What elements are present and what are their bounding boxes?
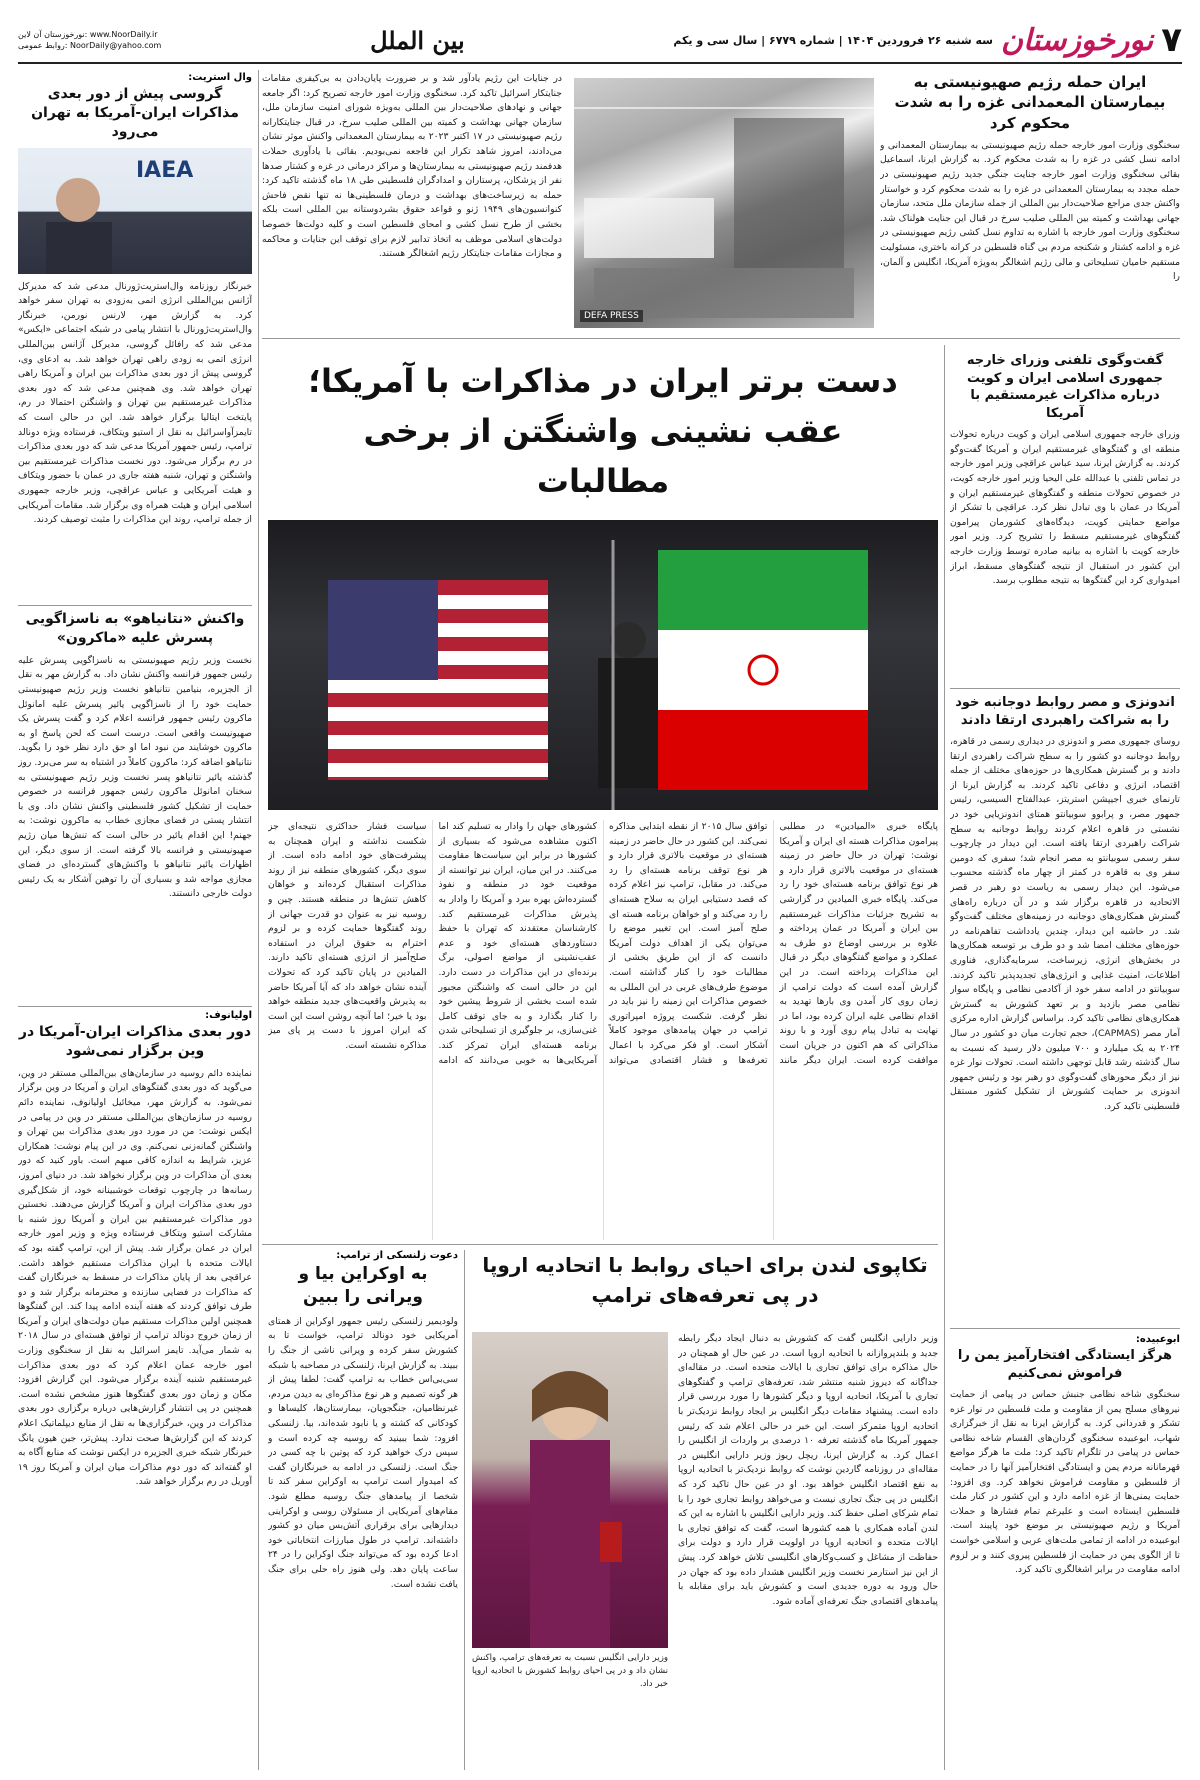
story-zelensky-title: به اوکراین بیا و ویرانی را ببین — [298, 1264, 428, 1307]
story-london-title: تکاپوی لندن برای احیای روابط با اتحادیه اروپا در پی تعرفه‌های ترامپ — [482, 1253, 928, 1307]
minister-photo-caption: وزیر دارایی انگلیس نسبت به تعرفه‌های ترامپ، واکنش نشان داد و در پی احیای روابط کشورش با اتحادیه اروپا خبر داد. — [472, 1653, 668, 1689]
row-divider — [18, 1006, 252, 1007]
photo-credit: DEFA PRESS — [580, 310, 643, 322]
newspaper-logo: نورخوزستان — [1001, 22, 1154, 58]
story-hospital-body-cont: در جنایات این رژیم یادآور شد و بر ضرورت پایان‌دادن به بی‌کیفری مقامات جنایتکار اسرائیل تاکید کرد. سخنگوی وزارت امور خارجه تصریح کرد: اگر جامعه جهانی و نهادهای صلاحیت‌دار بین المللی به‌ویژه شورای امنیت سازمان ملل، سازمان جهانی بهداشت و کمیته بین المللی صلیب سرخ، در قبال جنایتکارانه رژیم صهیونیستی در ۱۷ اکتبر ۲۰۲۳ به بیمارستان المعمدانی واکنش موثر نشان می‌دادند، امروز شاهد تکرار این فاجعه نمی‌بودیم. بقائی با یادآوری حملات هدفمند رژیم صهیونیستی به بیمارستان‌ها و مراکز درمانی در غزه و کشتار صدها نفر از پزشکان، پرستاران و امدادگران فلسطینی طی ۱۸ ماه گذشته تاکید کرد: حمله به زیرساخت‌های بهداشت و درمان فلسطینی‌ها نه تنها نقض فاحش کنوانسیون‌های ۱۹۴۹ ژنو و قواعد حقوق بشردوستانه بین المللی است بلکه بخشی از طرح نسل کشی و امحای فلسطین است و کلیه دولت‌ها خصوصا دولت‌های اسلامی موظف به اتخاذ تدابیر لازم برای توقف این جنایات و محاکمه و مجازات مقامات جنایتکار رژیم اشغالگر هستند. — [262, 73, 562, 260]
row-divider — [262, 1244, 938, 1245]
story-london-text — [678, 1332, 938, 1770]
person-silhouette-icon — [18, 148, 252, 274]
page-number: ۷ — [1161, 20, 1182, 60]
hospital-illustration — [574, 78, 874, 328]
story-hospital-cont — [262, 72, 562, 334]
row-divider — [262, 338, 1180, 339]
story-netanyahu-title: واکنش «نتانیاهو» به ناسزاگویی پسرش علیه «ماکرون» — [25, 611, 245, 646]
story-yemen-kicker: ابوعبیده: — [1135, 1334, 1180, 1345]
story-kuwait-title: گفت‌وگوی تلفنی وزرای خارجه جمهوری اسلامی ایران و کویت درباره مذاکرات غیرمستقیم با آمریکا — [966, 353, 1164, 421]
story-egypt — [950, 694, 1180, 1322]
section-title: بین الملل — [370, 25, 465, 55]
story-grossi-body: خبرنگار روزنامه وال‌استریت‌ژورنال مدعی شد که مدیرکل آژانس بین‌المللی انرژی اتمی به‌زودی به تهران سفر خواهد کرد. به گزارش مهر، لارنس نورمن، خبرنگار وال‌استریت‌ژورنال با انتشار پیامی در شبکه اجتماعی «ایکس» مدعی شد که رافائل گروسی، مدیرکل آژانس بین‌المللی انرژی اتمی به زودی راهی تهران خواهد شد. به ادعای وی، گروسی پیش از دور بعدی مذاکرات بین ایران و آمریکا راهی تهران خواهد شد. وی همچنین مدعی شد که دور بعدی مذاکرات غیرمستقیم بین تهران و واشنگتن احتمالا در رم، پایتخت ایتالیا برگزار خواهد شد. این در حالی است که تایمزآواسرائیل به نقل از استیو ویتکاف، فرستاده ویژه دونالد ترامپ، رئیس جمهور آمریکا مدعی شد که دور بعدی مذاکرات در رم برگزار می‌شود. دور نخست مذاکرات غیرمستقیم بین واشنگتن و تهران، شنبه هفته جاری در عمان با حضور ویتکاف و هیئت آمریکایی و عباس عراقچی، وزیر خارجه جمهوری اسلامی ایران و هیئت همراه وی برگزار شد. مقامات آمریکایی از جمله ترامپ، روند این مذاکرات را مثبت توصیف کردند. — [18, 280, 252, 526]
row-divider — [950, 688, 1180, 689]
story-yemen-title: هرگز ایستادگی افتخارآمیز یمن را فراموش نمی‌کنیم — [957, 1348, 1173, 1381]
person-silhouette-icon — [598, 622, 658, 788]
story-egypt-title: اندونزی و مصر روابط دوجانبه خود را به شراکت راهبردی ارتقا دادند — [955, 695, 1175, 728]
hospital-photo — [574, 78, 874, 328]
story-grossi — [18, 72, 252, 600]
story-grossi-title: گروسی پیش از دور بعدی مذاکرات ایران-آمریکا به تهران می‌رود — [31, 86, 239, 140]
main-story — [268, 350, 938, 1240]
iran-flag-icon — [658, 550, 868, 790]
story-hospital — [262, 72, 1180, 334]
column-divider — [944, 345, 945, 1770]
story-zelensky-kicker: دعوت زلنسکی از ترامپ: — [336, 1250, 458, 1261]
person-silhouette-icon — [472, 1332, 668, 1648]
story-oman — [18, 1010, 252, 1770]
story-hospital-body: سخنگوی وزارت امور خارجه حمله رژیم صهیونیستی به بیمارستان المعمدانی و ادامه نسل کشی در غزه را به شدت محکوم کرد. به گزارش ایرنا، اسماعیل بقائی سخنگوی وزارت امور خارجه جنایت جنگی جدید رژیم صهیونیستی در حمله مجدد به بیمارستان المعمدانی در غزه را به شدت محکوم کرد و خواستار واکنش جدی مراجع صلاحیت‌دار بین المللی از جمله سازمان ملل متحد، سازمان جهانی بهداشت و کمیته بین المللی صلیب سرخ در قبال این جنایت هولناک شد. سخنگوی وزارت امور خارجه با اشاره به تداوم نسل کشی رژیم صهیونیستی در غزه و ادامه کشتار و شکنجه مردم بی گناه فلسطین در کرانه باختری، مسئولیت مستقیم حامیان تسلیحاتی و مالی رژیم اشغالگر به‌ویژه آمریکا، انگلیس و آلمان، را — [880, 139, 1180, 283]
story-oman-title: دور بعدی مذاکرات ایران-آمریکا در وین برگزار نمی‌شود — [18, 1024, 252, 1059]
row-divider — [18, 605, 252, 606]
column-divider — [464, 1250, 465, 1770]
story-london-photo-wrap — [472, 1332, 668, 1712]
story-zelensky-body: ولودیمیر زلنسکی رئیس جمهور اوکراین از همتای آمریکایی خود دونالد ترامپ، خواست تا به کشورش سفر کرده و ویرانی ناشی از جنگ را ببیند. به گزارش ایرنا، زلنسکی در مصاحبه با شبکه سی‌بی‌اس خطاب به ترامپ گفت: لطفا پیش از هر گونه تصمیم و هر نوع مذاکره‌ای به دیدن مردم، غیرنظامیان، جنگجویان، بیمارستان‌ها، کلیساها و کودکانی که کشته و یا نابود شده‌اند، بیا. زلنسکی افزود: شما ببینید که روسیه چه کرده است و سپس درک خواهید کرد که پوتین با چه کسی در جنگ است. زلنسکی در ادامه به خبرنگاران گفت که امیدوار است ترامپ به اوکراین سفر کند تا شخصا از پیامدهای جنگ روسیه مطلع شود. مقام‌های آمریکایی از مسئولان روسی و اوکراینی دیدارهایی برای برقراری آتش‌بس میان دو کشور داشته‌اند. ترامپ در طول مبارزات انتخاباتی خود ادعا کرده بود که می‌تواند جنگ اوکراین را در ۲۴ ساعت پایان دهد. ولی هنوز راه حلی برای جنگ یافت نشده است. — [268, 1315, 458, 1590]
story-oman-kicker: اولیانوف: — [205, 1010, 252, 1021]
story-zelensky — [268, 1250, 458, 1770]
main-story-body: پایگاه خبری «المیادین» در مطلبی پیرامون مذاکرات هسته ای ایران و آمریکا نوشت: تهران در حال حاضر در زمینه هسته‌ای در موقعیت بالاتری قرار دارد و هر نوع توافق برنامه هسته‌ای خود را رد می‌کند. پایگاه خبری المیادین در گزارشی به تشریح جزئیات مذاکرات غیرمستقیم بین ایران و آمریکا در عمان پرداخته و علاوه بر بررسی اوضاع دو طرف به عملکرد و مواضع گفتگوهای دیگر در قبال این مذاکرات پرداخته است. در این گزارش آمده است که دولت ترامپ از زمان روی کار آمدن وی بارها تهدید به اقدام نظامی علیه ایران کرده بود، اما در نهایت به تبادل پیام روی آورد و با روند مذاکراتی که هم اکنون در جریان است موافقت کرده است. ایران دیگر مانند توافق سال ۲۰۱۵ از نقطه ابتدایی مذاکره نمی‌کند. این کشور در حال حاضر در زمینه هسته‌ای در موقعیت بالاتری قرار دارد و هر نوع توقف برنامه هسته‌ای را رد می‌کند. در مقابل، ترامپ نیز اعلام کرده که قصد دستیابی ایران به سلاح هسته‌ای را رد می‌کند و او خواهان برنامه هسته ای صلح آمیز است. این تغییر موضع را می‌توان یکی از اهداف دولت آمریکا دانست که از این طریق بخشی از مطالبات خود را کنار گذاشته است. موضوع طرف‌های غربی در این المللی به خصوص‌ مذاکرات این زمینه را نیز باید در نظر گرفت. شکست پروژه امپراتوری ترامپ در جهان پیامدهای موجود کاملاً آشکار است. او فکر می‌کرد با اعمال تعرفه‌ها و فشار اقتصادی می‌تواند کشورهای جهان را وادار به تسلیم کند اما اکنون مشاهده می‌شود که بسیاری از کشورها در برابر این سیاست‌ها مقاومت می‌کنند. در این میان، ایران نیز توانسته از موقعیت خود در منطقه و نفوذ گسترده‌اش بهره ببرد و آمریکا را وادار به پذیرش مذاکرات غیرمستقیم کند. کارشناسان معتقدند که تهران با حفظ دستاوردهای هسته‌ای خود و عدم عقب‌نشینی از مواضع اصولی، برگ برنده‌ای در این مذاکرات در دست دارد. این در حالی است که واشنگتن مجبور شده است بخشی از شروط پیشین خود را کنار بگذارد و به جای توقف کامل غنی‌سازی، بر جلوگیری از تسلیحاتی شدن برنامه هسته‌ای ایران تمرکز کند. آمریکایی‌ها به خوبی می‌دانند که ادامه سیاست فشار حداکثری نتیجه‌ای جز شکست نداشته و ایران همچنان به پیشرفت‌های خود ادامه داده است. از سوی دیگر، کشورهای منطقه نیز از روند مذاکرات استقبال کرده‌اند و خواهان کاهش تنش‌ها در منطقه هستند. چین و روسیه نیز به عنوان دو قدرت جهانی از روند گفتگوها حمایت کرده و بر لزوم احترام به حقوق ایران در استفاده صلح‌آمیز از انرژی هسته‌ای تاکید دارند. المیادین در پایان تاکید کرد که تحولات آینده نشان خواهد داد که آیا آمریکا حاضر به پذیرش واقعیت‌های جدید منطقه خواهد بود یا خیر؛ اما آنچه روشن است این است که ایران امروز با دست پر پای میز مذاکره نشسته است. — [268, 821, 938, 1066]
story-egypt-body: روسای جمهوری مصر و اندونزی در دیداری رسمی در قاهره، روابط دوجانبه دو کشور را به سطح شراکت راهبردی ارتقا دادند و بر گسترش همکاری‌ها در حوزه‌های مختلف از جمله اقتصاد، انرژی و دفاعی تاکید کردند. به گزارش ایرنا از تارنمای خبری اجیپشن استریتز، عبدالفتاح السیسی، رئیس جمهور مصر، و پرابوو سوبیانتو همتای اندونزیایی خود در نشستی در قاهره اعلام کردند روابط دوجانبه به سطح شراکت راهبردی ارتقا یافته است. این دیدار در چارچوب سفر رسمی سوبیانتو به مصر انجام شد؛ سفری که دومین سفر وی به قاهره در کمتر از چهار ماه گذشته محسوب می‌شود. این دیدار رسمی به ریاست دو رهبر در قصر الاتحادیه در قاهره برگزار شد و در آن درباره راه‌های گسترش همکاری‌های دوجانبه در زمینه‌های مختلف گفت‌وگو شد. در حاشیه این دیدار، چندین یادداشت تفاهم‌نامه در حوزه‌های مختلف امضا شد و دو طرف بر توسعه همکاری‌ها در بخش‌های انرژی، زیرساخت، سرمایه‌گذاری، فناوری اطلاعات، امنیت غذایی و انرژی‌های تجدیدپذیر تاکید کردند. سوبیانتو در ادامه سفر خود از آکادمی نظامی و پایگاه سوار نظامی مصر بازدید و بر تعهد کشورش به گسترش همکاری‌های نظامی تاکید کرد. براساس گزارش اداره مرکزی آمار مصر (CAPMAS)، حجم تجارت میان دو کشور در سال ۲۰۲۴ به یک میلیارد و ۷۰۰ میلیون دلار رسید که نسبت به سال گذشته رشد قابل توجهی داشته است. تحولات نوار غزه نیز از دیگر محورهای گفت‌وگوی دو رهبر بود و رئیس جمهور اندونزی بر حمایت کشورش از تشکیل کشور مستقل فلسطینی تاکید کرد. — [950, 736, 1180, 1112]
story-london-body: وزیر دارایی انگلیس گفت که کشورش به دنبال ایجاد دیگر رابطه جدید و بلندپروازانه با اتحادیه اروپا است. در عین حال او همچنان در حال مذاکره برای توافق تجاری با ایالات متحده است. در مقاله‌ای جداگانه که دیروز شنبه منتشر شد، تعرفه‌های ترامپ و گفتگوهای تجاری با آمریکا، اتحادیه اروپا و دیگر کشورها را مورد بررسی قرار داده است. پیشنهاد مقامات دیگر انگلیس بر ایجاد روابط نزدیک‌تر با اتحادیه اروپا متمرکز است. این خبر در حالی اعلام شد که رئیس جمهور آمریکا ماه گذشته تعرفه ۱۰ درصدی بر واردات از انگلیس را اعمال کرد. به گزارش ایرنا، ریچل ریوز وزیر دارایی انگلیس در مقاله‌ای در روزنامه گاردین نوشت که روابط نزدیک‌تر با اتحادیه اروپا به نفع اقتصاد انگلیس خواهد بود. او در عین حال تاکید کرد که انگلیس در پی جنگ تجاری نیست و می‌خواهد روابط تجاری خود را با تمام شرکای اصلی حفظ کند. وزیر دارایی انگلیس با اشاره به این که لندن آماده همکاری با همه کشورها است، گفت که توافق تجاری با ایالات متحده و اتحادیه اروپا در اولویت قرار دارد و دولت برای حفاظت از مشاغل و کسب‌وکارهای انگلیسی تلاش خواهد کرد. پیش از این نیز استارمر نخست وزیر انگلیس هشدار داده بود که جهان در حال ورود به دوره جدیدی است و کشورش باید برای مقابله با پیامدهای اقتصادی جنگ تعرفه‌ای آماده شود. — [678, 1333, 938, 1607]
story-kuwait — [950, 352, 1180, 682]
story-grossi-kicker: وال استریت: — [188, 72, 252, 83]
grossi-photo — [18, 148, 252, 274]
flags-photo — [268, 520, 938, 810]
masthead — [18, 18, 1182, 64]
story-london — [472, 1250, 938, 1770]
story-kuwait-body: وزرای خارجه جمهوری اسلامی ایران و کویت درباره تحولات منطقه ای و گفتگوهای غیرمستقیم ایران و آمریکا گفت‌وگو کردند. به گزارش ایرنا، سید عباس عراقچی وزیر امور خارجه در تماس تلفنی با عبدالله علی الیحیا وزیر امور خارجه کویت، در خصوص تحولات منطقه و گفتگوهای غیرمستقیم ایران و آمریکا در عمان با وی تبادل نظر کرد. عراقچی با تشکر از مواضع حمایتی کویت، دیدگاه‌های کشورمان پیرامون گفتگوهای غیرمستقیم مسقط را تشریح کرد. وزیر امور خارجه کویت با اشاره به بیانیه صادره توسط وزارت خارجه این کشور در استقبال از نتیجه گفتگوهای مسقط، ابراز امیدواری کرد این گفتگوها به نتیجه مطلوب برسد. — [950, 429, 1180, 587]
contact-email[interactable]: روابط عمومی: NoorDaily@yahoo.com — [18, 41, 162, 50]
story-oman-body: نماینده دائم روسیه در سازمان‌های بین‌المللی مستقر در وین، می‌گوید که دور بعدی گفتگوهای ایران و آمریکا در وین برگزار نمی‌شود. به گزارش مهر، میخائیل اولیانوف، نماینده دائم روسیه در سازمان‌های بین‌المللی مستقر در وین در پیامی در ایکس نوشت: من در مورد دور بعدی مذاکرات بین تهران و واشنگتن گمانه‌زنی نمی‌کنم. وی در این پیام نوشت: همکاران عزیز، شرایط به اندازه کافی مبهم است. باور کنید که دور بعدی آن مذاکرات در وین برگزار نخواهد شد. در دنیای امروز، رسانه‌ها در چارچوب توقعات خوشبینانه خود، از شکل‌گیری دور بعدی مذاکرات ایران و آمریکا گزارش می‌دهند. نخستین دور مذاکرات غیرمستقیم بین ایران و آمریکا روز شنبه با مشارکت استیو ویتکاف فرستاده ویژه و وزیر امور خارجه ایران در عمان برگزار شد. پیش از این، ترامپ گفته بود که ایالات متحده با ایران مذاکرات مستقیم خواهد داشت. عراقچی بعد از پایان مذاکرات در مسقط به خبرنگاران گفت که مذاکرات در فضایی سازنده و محترمانه برگزار شد و دو طرف توافق کردند که هفته آینده ادامه پیدا کند. این گفتگوها همچنین اولین مذاکرات مستقیم میان دولت‌های ایران و آمریکا از زمان خروج دونالد ترامپ از توافق هسته‌ای در سال ۲۰۱۸ به شمار می‌آید. تایمز اسرائیل به نقل از سخنگوی وزارت امور خارجه عمان اعلام کرد که دور بعدی مذاکرات غیرمستقیم شنبه آینده برگزار می‌شود. این گزارش افزود: مکان و زمان دور بعدی گفتگوها هنوز مشخص نشده است. همچنین در پی انتشار گزارش‌هایی درباره برگزاری دور بعدی مذاکرات در وین، خبرگزاری‌ها به نقل از منابع دیپلماتیک اعلام کردند که این گزارش‌ها صحت ندارد. پیش‌تر، جین هیون یانگ خبرنگار شبکه خبری الجزیره در ایکس نوشت که منابع آگاه به او گفته‌اند که دور دوم مذاکرات میان ایران و آمریکا روز ۱۹ آوریل در رم برگزار خواهد شد. — [18, 1067, 252, 1488]
story-hospital-title: ایران حمله رژیم صهیونیستی به بیمارستان المعمدانی غزه را به شدت محکوم کرد — [894, 73, 1166, 132]
story-hospital-lead — [880, 72, 1180, 334]
issue-date: سه شنبه ۲۶ فروردین ۱۴۰۴ | شماره ۶۷۷۹ | سال سی و یکم — [673, 33, 993, 47]
story-yemen — [950, 1334, 1180, 1770]
us-flag-icon — [328, 580, 548, 780]
main-story-headline: دست برتر ایران در مذاکرات با آمریکا؛ عقب نشینی واشنگتن از برخی مطالبات — [308, 362, 898, 500]
row-divider — [950, 1328, 1180, 1329]
story-netanyahu-body: نخست وزیر رژیم صهیونیستی به ناسزاگویی پسرش علیه رئیس جمهور فرانسه واکنش نشان داد. به گزارش مهر به نقل از الجزیره، بنیامین نتانیاهو نخست وزیر رژیم صهیونیستی حمایت خود را از ناسزاگویی یائیر پسرش علیه امانوئل ماکرون رئیس جمهور فرانسه اعلام کرد و گفت پسرش یک صهیونیست واقعی است. درست است که لحن پاسخ او به ماکرون خوشایند من نبود اما او حق دارد نظر خود را بگوید. نتانیاهو اضافه کرد: ماکرون کاملاً در اشتباه به سر می‌برد. روز گذشته یائیر نتانیاهو پسر نخست وزیر رژیم صهیونیستی به سخنان امانوئل ماکرون رئیس جمهور فرانسه در خصوص حمایت از تشکیل کشور فلسطینی واکنش نشان داد. وی با انتشار پستی در فضای مجازی خطاب به ماکرون نوشت: به جهنم! این اقدام یائیر در حالی است که تنش‌ها میان رژیم صهیونیستی و فرانسه بالا گرفته است. از سوی دیگر، این اظهارات یائیر نتانیاهو با واکنش‌های گسترده‌ای در فضای مجازی مواجه شد و بسیاری آن را توهین آشکار به یک رئیس دولت خارجی دانستند. — [18, 654, 252, 900]
minister-photo — [472, 1332, 668, 1648]
site-url[interactable]: نورخوزستان آن لاین: www.NoorDaily.ir — [18, 30, 158, 39]
flags-illustration — [268, 520, 938, 810]
story-netanyahu — [18, 610, 252, 1002]
masthead-brand — [673, 20, 1182, 60]
photo-label: IAEA — [136, 157, 194, 183]
story-yemen-body: سخنگوی شاخه نظامی جنبش حماس در پیامی از حمایت نیروهای مسلح یمن از مقاومت و ملت فلسطین در نوار غزه تشکر و قدردانی کرد. به گزارش ایرنا به نقل از خبرگزاری شهاب، ابوعبیده سخنگوی گردان‌های القسام شاخه نظامی حماس در پیامی در تلگرام تاکید کرد: ملت ما هرگز مواضع قهرمانانه مردم یمن و ایستادگی افتخارآمیز آنها را در حمایت از فلسطین و مقاومت فراموش نخواهد کرد. وی افزود: حمایت یمنی‌ها از غزه ادامه دارد و این کشور در کنار ملت فلسطین ایستاده است و علیرغم تمام فشارها و حملات آمریکا و رژیم صهیونیستی بر موضع خود پایبند است. ابوعبیده در ادامه از تمامی ملت‌های عربی و اسلامی خواست تا از الگوی یمن در حمایت از فلسطین پیروی کنند و بر لزوم ادامه مقاومت در برابر اشغالگری تاکید کرد. — [950, 1389, 1180, 1576]
column-divider — [258, 70, 259, 1770]
masthead-contact — [18, 29, 161, 51]
